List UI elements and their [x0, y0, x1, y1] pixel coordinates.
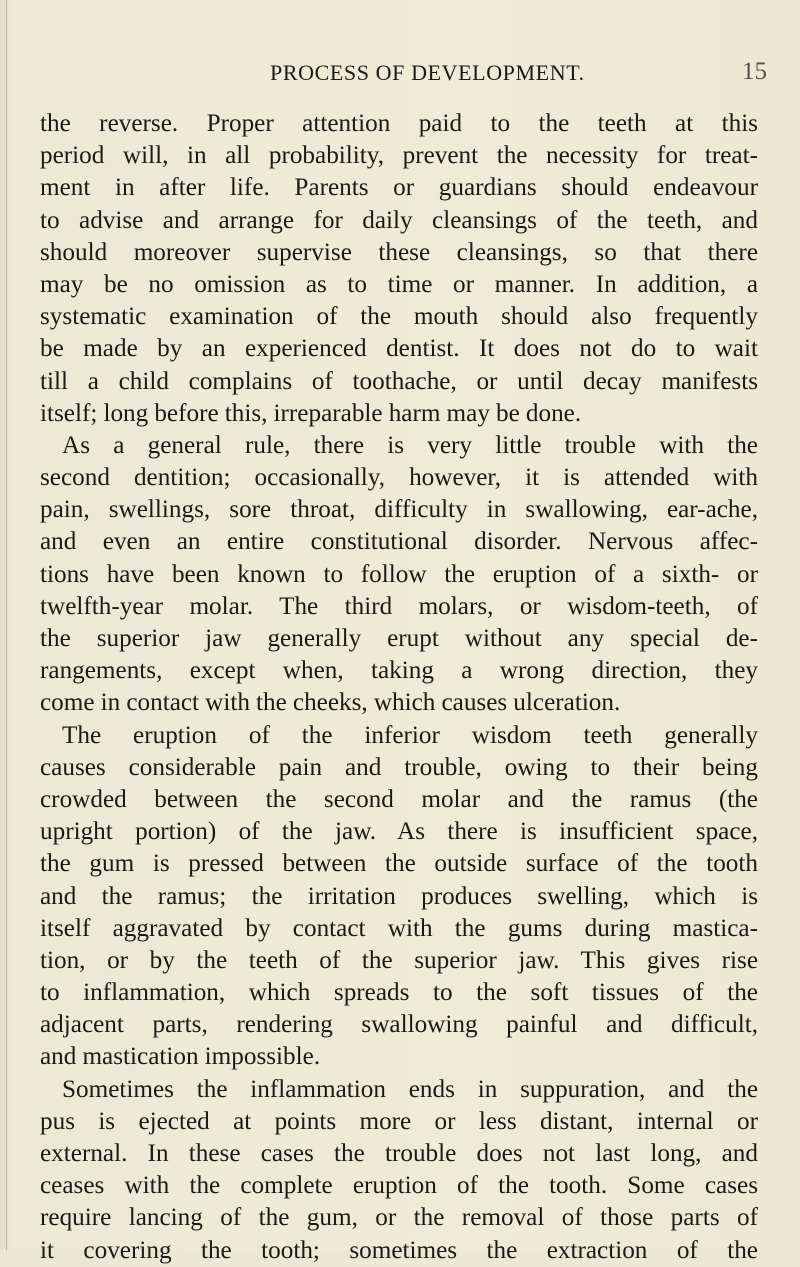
- text-line: pain, swellings, sore throat, difficulty in swallowing, ear-ache,: [40, 496, 758, 524]
- text-line: come in contact with the cheeks, which causes ulceration.: [40, 689, 621, 717]
- running-head: PROCESS OF DEVELOPMENT.: [270, 60, 585, 85]
- text-line: ment in after life. Parents or guardians should endeavour: [40, 174, 758, 202]
- text-line: it covering the tooth; sometimes the extraction of the: [40, 1236, 758, 1264]
- text-line: systematic examination of the mouth should also frequently: [40, 303, 758, 331]
- text-line: Sometimes the inflammation ends in suppuration, and the: [62, 1075, 758, 1103]
- text-line: As a general rule, there is very little trouble with the: [62, 431, 758, 459]
- text-line: may be no omission as to time or manner. In addition, a: [40, 270, 758, 298]
- text-line: twelfth-year molar. The third molars, or wisdom-teeth, of: [40, 592, 758, 620]
- text-line: tions have been known to follow the eruption of a sixth- or: [40, 560, 758, 588]
- text-line: ceases with the complete eruption of the tooth. Some cases: [40, 1172, 758, 1200]
- text-line: and the ramus; the irritation produces swelling, which is: [40, 882, 758, 910]
- text-line: causes considerable pain and trouble, owing to their being: [40, 753, 758, 781]
- text-line: be made by an experienced dentist. It does not do to wait: [40, 335, 758, 363]
- text-line: itself; long before this, irreparable harm may be done.: [40, 399, 582, 427]
- text-line: external. In these cases the trouble does not last long, and: [40, 1140, 758, 1167]
- text-line: period will, in all probability, prevent the necessity for treat-: [40, 142, 758, 170]
- text-line: second dentition; occasionally, however, it is attended with: [40, 464, 758, 492]
- text-line: rangements, except when, taking a wrong direction, they: [40, 657, 758, 685]
- text-line: require lancing of the gum, or the removal of those parts of: [40, 1204, 758, 1232]
- text-line: the superior jaw generally erupt without any special de-: [40, 625, 758, 652]
- text-line: tion, or by the teeth of the superior jaw. This gives rise: [40, 946, 758, 974]
- page-number: 15: [742, 58, 767, 85]
- text-line: the reverse. Proper attention paid to the teeth at this: [40, 110, 758, 137]
- text-line: pus is ejected at points more or less distant, internal or: [40, 1107, 758, 1135]
- page-gutter-edge: [6, 0, 7, 1250]
- text-line: to inflammation, which spreads to the soft tissues of the: [40, 979, 758, 1007]
- text-line: adjacent parts, rendering swallowing painful and difficult,: [40, 1011, 758, 1039]
- text-line: itself aggravated by contact with the gums during mastica-: [40, 914, 758, 942]
- text-line: should moreover supervise these cleansings, so that there: [40, 238, 758, 266]
- body-text: [40, 108, 758, 1267]
- text-line: and even an entire constitutional disorder. Nervous affec-: [40, 528, 758, 556]
- text-line: to advise and arrange for daily cleansings of the teeth, and: [40, 206, 758, 234]
- text-line: and mastication impossible.: [40, 1043, 321, 1071]
- text-line: till a child complains of toothache, or until decay manifests: [40, 367, 758, 395]
- text-line: crowded between the second molar and the ramus (the: [40, 785, 758, 813]
- text-line: The eruption of the inferior wisdom teeth generally: [62, 721, 758, 749]
- text-line: the gum is pressed between the outside surface of the tooth: [40, 850, 758, 878]
- text-line: upright portion) of the jaw. As there is insufficient space,: [40, 818, 758, 846]
